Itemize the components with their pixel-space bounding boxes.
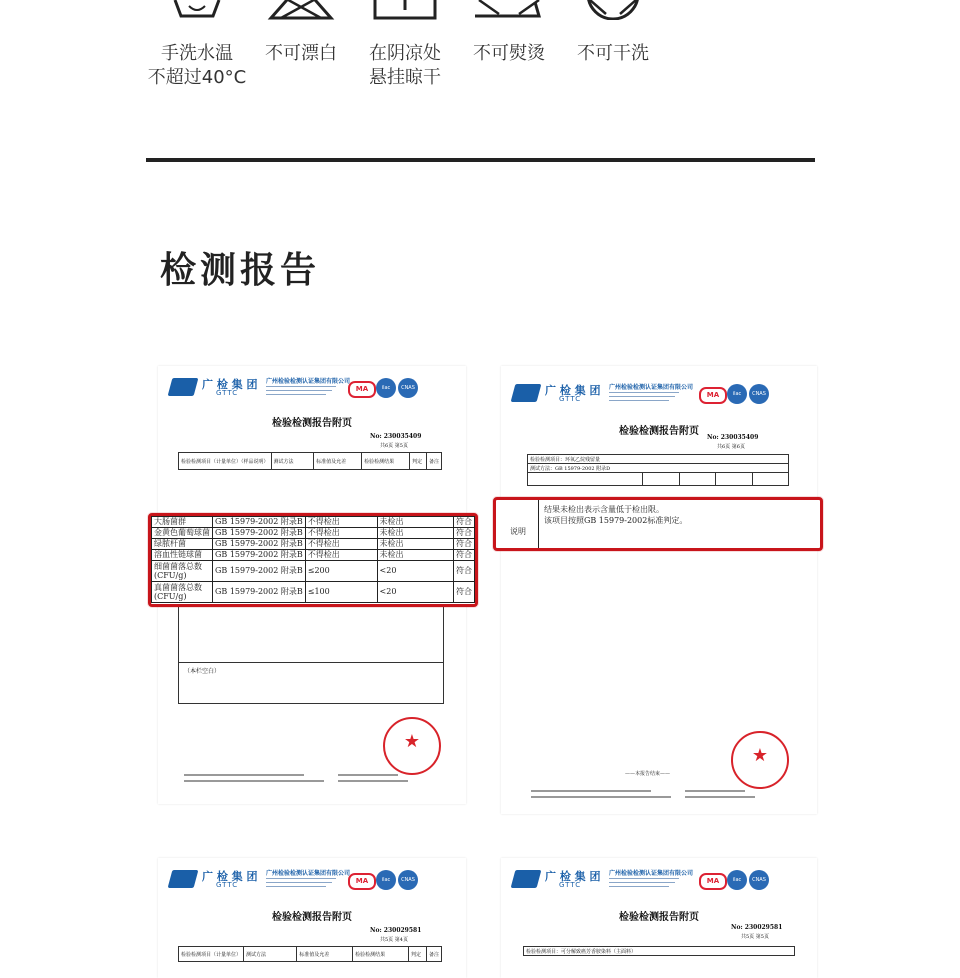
table-cell: 未检出 (377, 550, 453, 561)
highlight-box-note (493, 497, 823, 551)
header-text-line (266, 386, 336, 387)
ilac-badge-icon: ilac (727, 870, 747, 890)
footer-line (184, 780, 324, 782)
report-page-count: 共5页 第5页 (741, 934, 769, 940)
report-page-count: 共6页 第6页 (717, 444, 745, 450)
logo-name: 广 检 集 团 (545, 384, 601, 397)
care-label: 不可漂白 (265, 43, 337, 64)
no-iron-icon (469, 0, 549, 20)
footer-line (338, 780, 408, 782)
table-cell: 未检出 (377, 539, 453, 550)
table-cell: 细菌菌落总数(CFU/g) (152, 561, 213, 582)
report-page-2 (501, 366, 817, 814)
report-number: No: 230035409 (707, 434, 759, 441)
header-text-line (266, 886, 326, 887)
care-item-dry-shade (353, 0, 457, 90)
table-row (152, 561, 475, 582)
certification-badges (348, 870, 456, 892)
footer-line (531, 796, 671, 798)
dry-flat-in-shade-icon (373, 0, 437, 20)
hand-wash-40-icon (167, 0, 227, 20)
table-cell: 未检出 (377, 528, 453, 539)
report-title: 检验检测报告附页 (272, 418, 352, 429)
company-name: 广州检验检测认证集团有限公司 (609, 870, 694, 877)
highlight-box-results (148, 513, 478, 607)
table-row (152, 517, 475, 528)
report-header (513, 866, 807, 896)
care-item-no-iron (457, 0, 561, 66)
report-item-table (527, 454, 789, 486)
table-cell: 符合 (454, 528, 475, 539)
table-cell: GB 15979-2002 附录B (213, 528, 306, 539)
table-cell: 绿脓杆菌 (152, 539, 213, 550)
header-text-line (609, 886, 669, 887)
cnas-badge-icon: CNAS (749, 384, 769, 404)
no-bleach-icon (266, 0, 336, 20)
note-text: 结果未检出表示含量低于检出限。 该项目按照GB 15979-2002标准判定。 (544, 505, 688, 525)
company-name: 广州检验检测认证集团有限公司 (609, 384, 694, 391)
stamp-star-icon: ★ (751, 745, 769, 766)
header-text-line (609, 392, 679, 393)
care-label: 不可干洗 (577, 43, 649, 64)
table-cell: ≤100 (305, 582, 377, 603)
table-header-cell: 检验检测项目（计量单位） (179, 947, 244, 962)
certification-badges (699, 384, 807, 406)
logo-name: 广 检 集 团 (202, 378, 258, 391)
table-header-cell: 备注 (426, 947, 441, 962)
inspection-stamp-icon (383, 717, 441, 775)
care-label: 在阴凉处 悬挂晾干 (369, 43, 441, 88)
table-cell: 不得检出 (305, 528, 377, 539)
header-text-line (609, 882, 675, 883)
remark-text: （本栏空白） (184, 668, 221, 675)
header-text-line (609, 396, 675, 397)
table-cell: 真菌菌落总数(CFU/g) (152, 582, 213, 603)
table-cell: 溶血性链球菌 (152, 550, 213, 561)
logo-name: 广 检 集 团 (202, 870, 258, 883)
cnas-badge-icon: CNAS (749, 870, 769, 890)
footer-line (685, 790, 745, 792)
report-header (513, 380, 807, 410)
table-cell: GB 15979-2002 附录B (213, 561, 306, 582)
header-text-line (609, 878, 679, 879)
gttc-logo-icon (168, 870, 199, 888)
footer-line (531, 790, 651, 792)
logo-en: GTTC (216, 389, 239, 397)
table-header-cell: 检验检测结果 (353, 947, 409, 962)
cma-badge-icon: MA (348, 873, 376, 890)
table-row (152, 550, 475, 561)
table-header-cell: 备注 (426, 453, 441, 470)
cma-badge-icon: MA (699, 873, 727, 890)
section-divider (146, 158, 815, 162)
header-text-line (266, 878, 336, 879)
table-cell: GB 15979-2002 附录B (213, 582, 306, 603)
gttc-logo-icon (511, 384, 542, 402)
report-number: No: 230029581 (370, 927, 422, 934)
care-item-no-dry-clean (561, 0, 665, 66)
cma-badge-icon: MA (699, 387, 727, 404)
gttc-logo-icon (511, 870, 542, 888)
table-header-cell: 检验检测结果 (362, 453, 410, 470)
report-page-count: 共5页 第4页 (380, 937, 408, 943)
table-cell (643, 473, 680, 486)
logo-en: GTTC (559, 881, 582, 889)
report-title: 检验检测报告附页 (619, 426, 699, 437)
report-page-3 (158, 858, 466, 978)
table-cell: 不得检出 (305, 539, 377, 550)
table-cell (716, 473, 753, 486)
footer-line (685, 796, 755, 798)
care-label: 手洗水温 不超过40°C (147, 43, 247, 88)
report-page-4 (501, 858, 817, 978)
table-header-cell: 测试方法 (244, 947, 297, 962)
logo-en: GTTC (216, 881, 239, 889)
report-table-header (178, 452, 442, 470)
report-item-table (523, 946, 795, 956)
table-cell: 符合 (454, 582, 475, 603)
header-text-line (266, 882, 332, 883)
item-row: 检验检测项目：可分解致癌芳香胺染料（主面料） (524, 947, 795, 956)
table-cell (528, 473, 643, 486)
care-label: 不可熨烫 (473, 43, 545, 64)
table-cell: 未检出 (377, 517, 453, 528)
report-title: 检验检测报告附页 (619, 912, 699, 923)
table-header-cell: 检验检测项目（计量单位）（样品说明） (179, 453, 272, 470)
table-row (152, 528, 475, 539)
note-label: 说明 (510, 527, 526, 536)
header-text-line (609, 400, 669, 401)
report-number: No: 230035409 (370, 433, 422, 440)
table-cell: ≤200 (305, 561, 377, 582)
stamp-star-icon: ★ (403, 731, 421, 752)
logo-name: 广 检 集 团 (545, 870, 601, 883)
care-instructions (145, 0, 685, 100)
footer-line (338, 774, 398, 776)
table-header-cell: 标准值及允差 (297, 947, 353, 962)
table-header-cell: 测试方法 (271, 453, 314, 470)
table-header-cell: 判定 (408, 947, 426, 962)
inspection-stamp-icon (731, 731, 789, 789)
table-cell: 符合 (454, 550, 475, 561)
section-title: 检测报告 (160, 250, 321, 291)
header-text-line (266, 390, 332, 391)
table-cell (752, 473, 789, 486)
table-header-cell: 标准值及允差 (314, 453, 362, 470)
report-page-count: 共6页 第5页 (380, 443, 408, 449)
footer-line (184, 774, 304, 776)
table-cell: 符合 (454, 561, 475, 582)
cma-badge-icon: MA (348, 381, 376, 398)
table-row (152, 582, 475, 603)
item-row: 检验检测项目：环氧乙烷残留量 (528, 455, 789, 464)
logo-en: GTTC (559, 395, 582, 403)
care-item-hand-wash (145, 0, 249, 90)
ilac-badge-icon: ilac (727, 384, 747, 404)
table-cell (679, 473, 716, 486)
header-text-line (266, 394, 326, 395)
cnas-badge-icon: CNAS (398, 378, 418, 398)
table-cell: 不得检出 (305, 517, 377, 528)
method-row: 测试方法：GB 15979-2002 附录D (528, 464, 789, 473)
care-item-no-bleach (249, 0, 353, 66)
highlighted-results-table (151, 516, 475, 603)
gttc-logo-icon (168, 378, 199, 396)
cnas-badge-icon: CNAS (398, 870, 418, 890)
report-end-mark: ——本报告结束—— (625, 771, 671, 777)
company-name: 广州检验检测认证集团有限公司 (266, 870, 351, 877)
table-cell: 符合 (454, 539, 475, 550)
report-header (170, 866, 456, 896)
ilac-badge-icon: ilac (376, 378, 396, 398)
note-label-cell (496, 500, 539, 548)
table-cell: GB 15979-2002 附录B (213, 539, 306, 550)
certification-badges (699, 870, 807, 892)
no-dry-clean-icon (578, 0, 648, 20)
report-title: 检验检测报告附页 (272, 912, 352, 923)
table-cell: 符合 (454, 517, 475, 528)
table-cell: <20 (377, 561, 453, 582)
report-number: No: 230029581 (731, 924, 783, 931)
report-header (170, 374, 456, 404)
table-cell: GB 15979-2002 附录B (213, 550, 306, 561)
table-cell: 金黄色葡萄球菌 (152, 528, 213, 539)
table-header-cell: 判定 (410, 453, 427, 470)
company-name: 广州检验检测认证集团有限公司 (266, 378, 351, 385)
table-cell: 不得检出 (305, 550, 377, 561)
table-row (152, 539, 475, 550)
ilac-badge-icon: ilac (376, 870, 396, 890)
table-cell: <20 (377, 582, 453, 603)
table-cell: 大肠菌群 (152, 517, 213, 528)
certification-badges (348, 378, 456, 400)
table-cell: GB 15979-2002 附录B (213, 517, 306, 528)
